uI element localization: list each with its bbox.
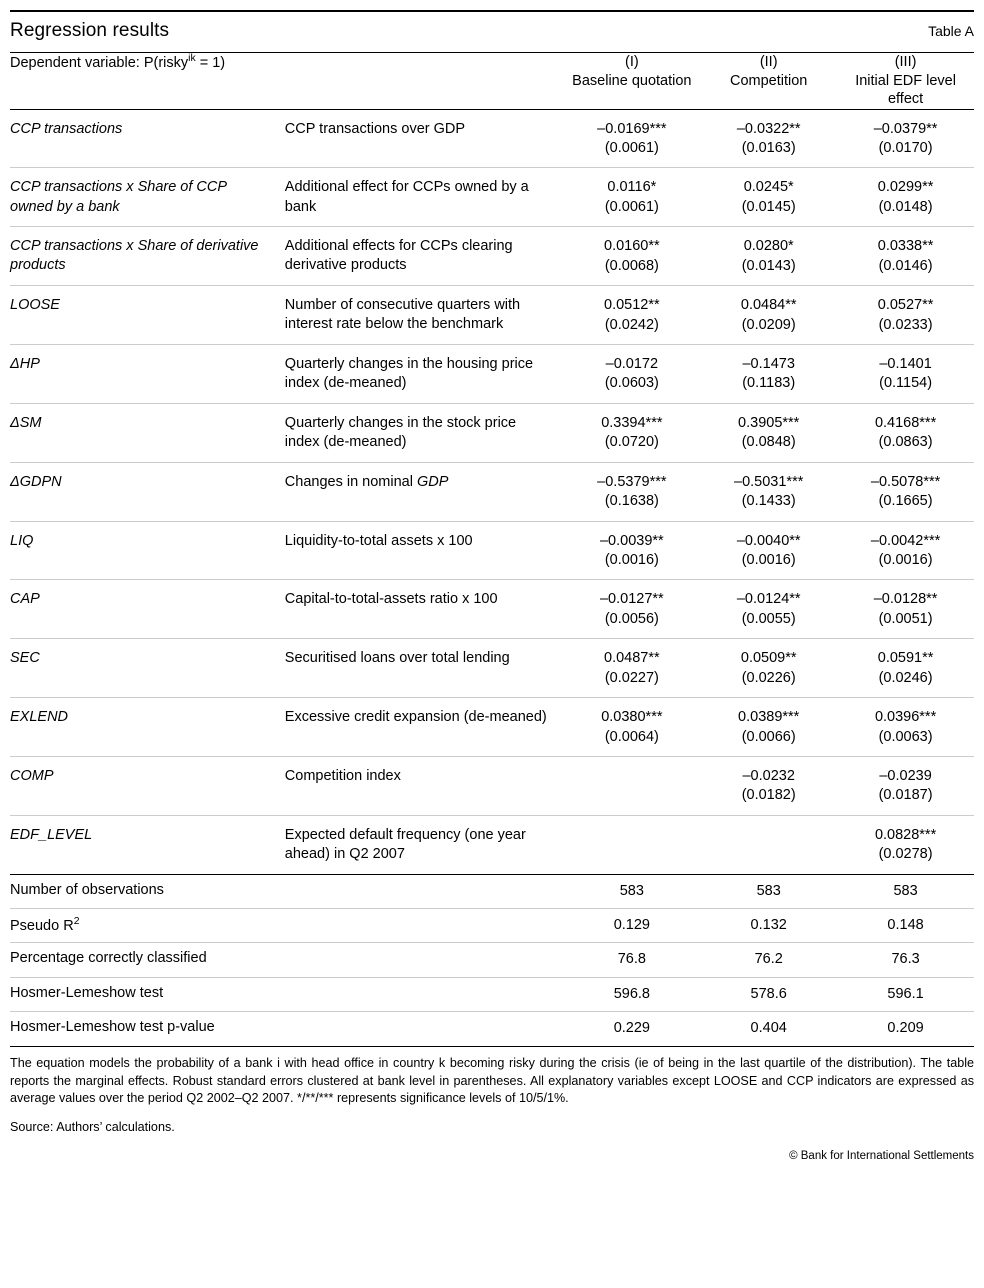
standard-error: (0.0170) (878, 140, 933, 157)
standard-error: (0.0246) (878, 669, 933, 686)
table-row (10, 1012, 974, 1046)
dependent-variable-tail: = 1) (195, 54, 226, 71)
standard-error: (0.0055) (741, 610, 796, 627)
row-variable: ΔGDPN (10, 462, 285, 521)
column-numeral-3: (III) (894, 54, 917, 70)
table-row (10, 168, 974, 227)
estimate: 0.0338** (877, 238, 934, 255)
stat-value-1: 596.8 (563, 977, 700, 1011)
row-cell-3 (837, 286, 974, 345)
table-row (10, 909, 974, 943)
column-name-1: Baseline quotation (572, 72, 692, 89)
table-row (10, 977, 974, 1011)
row-cell-1 (563, 698, 700, 757)
row-cell-1 (563, 168, 700, 227)
stat-value-3: 583 (837, 874, 974, 908)
row-cell-3 (837, 345, 974, 404)
standard-error: (0.0233) (878, 316, 933, 333)
row-variable: COMP (10, 756, 285, 815)
column-name-2: Competition (730, 72, 808, 89)
table-row (10, 639, 974, 698)
row-cell-1 (563, 815, 700, 874)
estimate: 0.0160** (604, 238, 660, 255)
header-spacer (285, 53, 564, 109)
column-numeral-1: (I) (625, 54, 639, 70)
row-variable: LOOSE (10, 286, 285, 345)
standard-error: (0.0143) (741, 257, 796, 274)
stat-label (10, 909, 563, 943)
stat-label-superscript: 2 (73, 916, 80, 928)
title-row (10, 12, 974, 52)
estimate: –0.0322** (736, 120, 801, 137)
row-description: Securitised loans over total lending (285, 639, 564, 698)
table-header-row (10, 53, 974, 109)
row-cell-2 (700, 109, 837, 168)
row-cell-1 (563, 521, 700, 580)
row-cell-2 (700, 698, 837, 757)
dependent-variable-text: Dependent variable: P(risky (10, 54, 189, 71)
standard-error: (0.1638) (604, 493, 659, 510)
table-row (10, 462, 974, 521)
table-row (10, 698, 974, 757)
row-cell-3 (837, 815, 974, 874)
row-variable: ΔSM (10, 403, 285, 462)
row-variable: ΔHP (10, 345, 285, 404)
standard-error: (0.0063) (878, 728, 933, 745)
estimate: –0.0127** (599, 591, 664, 608)
stat-value-1: 76.8 (563, 943, 700, 977)
row-variable: EXLEND (10, 698, 285, 757)
estimate: 0.0487** (604, 650, 660, 667)
stat-value-1: 583 (563, 874, 700, 908)
table-row (10, 943, 974, 977)
row-description: Expected default frequency (one year ahead) in Q2 2007 (285, 815, 564, 874)
estimate: –0.5031*** (734, 473, 804, 490)
table-row (10, 403, 974, 462)
row-cell-3 (837, 168, 974, 227)
estimate: 0.0828*** (874, 826, 937, 843)
row-cell-1 (563, 580, 700, 639)
row-cell-2 (700, 521, 837, 580)
stat-value-2: 76.2 (700, 943, 837, 977)
row-variable: SEC (10, 639, 285, 698)
estimate: –0.0128** (873, 591, 938, 608)
standard-error: (0.0061) (604, 198, 659, 215)
row-description: Additional effect for CCPs owned by a bank (285, 168, 564, 227)
estimate: 0.3394*** (601, 414, 663, 431)
stat-value-3: 0.209 (837, 1012, 974, 1046)
estimate: 0.0512** (604, 297, 660, 314)
row-cell-3 (837, 756, 974, 815)
standard-error: (0.0278) (878, 846, 933, 863)
standard-error: (0.0209) (741, 316, 796, 333)
standard-error: (0.0051) (878, 610, 933, 627)
row-cell-3 (837, 109, 974, 168)
table-row (10, 756, 974, 815)
row-cell-1 (563, 403, 700, 462)
standard-error: (0.0061) (604, 140, 659, 157)
stat-value-1: 0.129 (563, 909, 700, 943)
estimate: 0.0245* (743, 179, 794, 196)
row-variable: CCP transactions (10, 109, 285, 168)
table-notes: The equation models the probability of a bank i with head office in country k becoming risky during the crisis (ie of being in the last quartile of the distribution). The table reports the marginal effects. Robust standard errors clustered at bank level in parentheses. All explanatory variables except LOOSE and CCP indicators are expressed as average values over the period Q2 2002–Q2 2007. */**/*** represents significance levels of 10/5/1%. (10, 1055, 974, 1106)
standard-error: (0.0068) (604, 257, 659, 274)
stat-label-text: Pseudo R (10, 917, 74, 934)
standard-error: (0.0848) (741, 434, 796, 451)
column-name-3: Initial EDF level effect (855, 72, 956, 108)
standard-error: (0.0146) (878, 257, 933, 274)
row-cell-2 (700, 815, 837, 874)
table-row (10, 521, 974, 580)
table-label: Table A (928, 23, 974, 39)
row-cell-2 (700, 286, 837, 345)
estimate: –0.0039** (599, 532, 664, 549)
row-description: Capital-to-total-assets ratio x 100 (285, 580, 564, 639)
standard-error: (0.0064) (604, 728, 659, 745)
stat-value-3: 76.3 (837, 943, 974, 977)
estimate: 0.0280* (743, 238, 794, 255)
column-header-3 (837, 53, 974, 109)
stat-value-1: 0.229 (563, 1012, 700, 1046)
estimate: –0.1473 (742, 356, 795, 373)
estimate: 0.3905*** (738, 414, 800, 431)
standard-error: (0.0603) (604, 375, 659, 392)
estimate: –0.0042*** (870, 532, 941, 549)
standard-error: (0.1665) (878, 493, 933, 510)
row-description: Quarterly changes in the housing price index (de-meaned) (285, 345, 564, 404)
source-note: Source: Authors’ calculations. (10, 1120, 175, 1135)
standard-error: (0.0145) (741, 198, 796, 215)
column-header-2 (700, 53, 837, 109)
dependent-variable-label (10, 53, 285, 109)
stat-label: Percentage correctly classified (10, 943, 563, 977)
footnotes-section (10, 1046, 974, 1135)
stat-value-2: 583 (700, 874, 837, 908)
table-row (10, 815, 974, 874)
standard-error: (0.0863) (878, 434, 933, 451)
standard-error: (0.0163) (741, 140, 796, 157)
row-cell-2 (700, 756, 837, 815)
standard-error: (0.1433) (741, 493, 796, 510)
standard-error: (0.0187) (878, 787, 933, 804)
table-row (10, 580, 974, 639)
row-description-emphasis: GDP (417, 473, 449, 490)
estimate: 0.0396*** (874, 709, 937, 726)
row-description: Changes in nominal GDP (285, 462, 564, 521)
row-cell-1 (563, 756, 700, 815)
estimate: 0.0380*** (601, 709, 663, 726)
row-description: CCP transactions over GDP (285, 109, 564, 168)
row-variable: LIQ (10, 521, 285, 580)
standard-error: (0.0242) (604, 316, 659, 333)
standard-error: (0.0226) (741, 669, 796, 686)
row-cell-3 (837, 521, 974, 580)
standard-error: (0.0227) (604, 669, 659, 686)
stat-value-3: 0.148 (837, 909, 974, 943)
table-row (10, 286, 974, 345)
stat-value-2: 0.404 (700, 1012, 837, 1046)
estimate: –0.1401 (879, 356, 932, 373)
dependent-variable-subscript: ik (188, 53, 196, 64)
estimate: –0.0379** (873, 120, 938, 137)
row-cell-2 (700, 227, 837, 286)
standard-error: (0.1183) (742, 375, 796, 392)
estimate: 0.0509** (740, 650, 797, 667)
standard-error: (0.0066) (741, 728, 796, 745)
page-title: Regression results (10, 20, 170, 41)
estimate: –0.5379*** (597, 473, 667, 490)
estimate: –0.0239 (879, 767, 932, 784)
stat-value-2: 0.132 (700, 909, 837, 943)
standard-error: (0.0016) (604, 551, 659, 568)
row-cell-1 (563, 109, 700, 168)
estimate: 0.0484** (740, 297, 797, 314)
table-row (10, 874, 974, 908)
row-cell-3 (837, 403, 974, 462)
row-cell-1 (563, 639, 700, 698)
row-description: Liquidity-to-total assets x 100 (285, 521, 564, 580)
row-variable: CCP transactions x Share of derivative products (10, 227, 285, 286)
table-row (10, 345, 974, 404)
table-row (10, 109, 974, 168)
copyright-note: © Bank for International Settlements (789, 1150, 974, 1163)
stat-value-3: 596.1 (837, 977, 974, 1011)
stat-label: Hosmer-Lemeshow test (10, 977, 563, 1011)
table-page (0, 10, 984, 1288)
standard-error: (0.0720) (604, 434, 659, 451)
stat-label: Hosmer-Lemeshow test p-value (10, 1012, 563, 1046)
estimate: –0.0124** (736, 591, 801, 608)
estimate: 0.4168*** (874, 414, 937, 431)
standard-error: (0.1154) (879, 375, 933, 392)
stat-label: Number of observations (10, 874, 563, 908)
row-cell-2 (700, 168, 837, 227)
row-cell-2 (700, 639, 837, 698)
row-variable: EDF_LEVEL (10, 815, 285, 874)
estimate: –0.0040** (736, 532, 801, 549)
row-cell-1 (563, 462, 700, 521)
regression-results-table (10, 53, 974, 1046)
row-variable: CAP (10, 580, 285, 639)
standard-error: (0.0056) (604, 610, 659, 627)
estimate: –0.0169*** (597, 120, 667, 137)
column-header-1 (563, 53, 700, 109)
row-description: Additional effects for CCPs clearing derivative products (285, 227, 564, 286)
row-cell-2 (700, 580, 837, 639)
standard-error: (0.0182) (741, 787, 796, 804)
estimate: 0.0116* (607, 179, 657, 196)
row-cell-1 (563, 286, 700, 345)
row-cell-3 (837, 639, 974, 698)
estimate: –0.5078*** (870, 473, 941, 490)
row-cell-2 (700, 403, 837, 462)
estimate: 0.0527** (877, 297, 934, 314)
row-description: Competition index (285, 756, 564, 815)
row-cell-1 (563, 345, 700, 404)
row-cell-2 (700, 462, 837, 521)
row-cell-3 (837, 698, 974, 757)
row-cell-1 (563, 227, 700, 286)
column-numeral-2: (II) (759, 54, 778, 70)
standard-error: (0.0016) (878, 551, 933, 568)
estimate: –0.0232 (742, 767, 795, 784)
estimate: 0.0299** (877, 179, 934, 196)
estimate: –0.0172 (605, 356, 659, 373)
row-cell-3 (837, 462, 974, 521)
estimate: 0.0591** (877, 650, 934, 667)
standard-error: (0.0148) (878, 198, 933, 215)
row-cell-2 (700, 345, 837, 404)
stat-value-2: 578.6 (700, 977, 837, 1011)
row-description: Excessive credit expansion (de-meaned) (285, 698, 564, 757)
row-cell-3 (837, 227, 974, 286)
estimate: 0.0389*** (738, 709, 800, 726)
row-description: Quarterly changes in the stock price index (de-meaned) (285, 403, 564, 462)
row-description: Number of consecutive quarters with interest rate below the benchmark (285, 286, 564, 345)
row-variable: CCP transactions x Share of CCP owned by a bank (10, 168, 285, 227)
table-row (10, 227, 974, 286)
standard-error: (0.0016) (741, 551, 796, 568)
row-cell-3 (837, 580, 974, 639)
